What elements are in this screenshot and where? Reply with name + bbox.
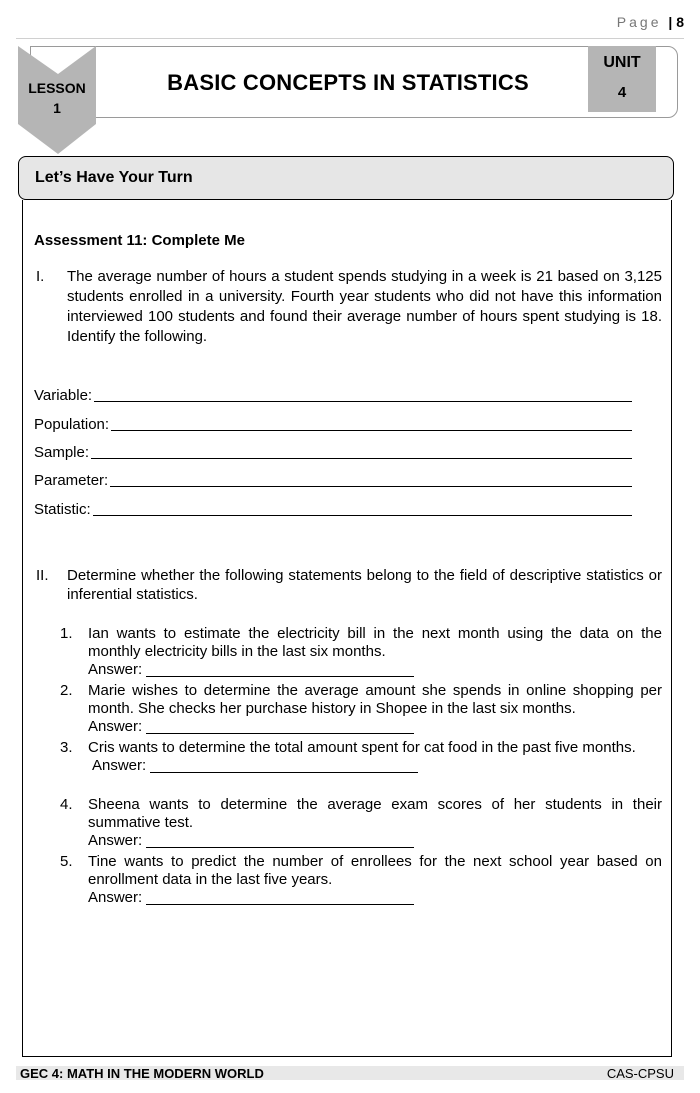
answer-field[interactable]: Answer: (88, 832, 414, 850)
footer-course: GEC 4: MATH IN THE MODERN WORLD (20, 1066, 264, 1081)
header-divider (16, 38, 684, 39)
unit-badge: UNIT 4 (588, 46, 656, 112)
answer-field[interactable]: Answer: (88, 661, 414, 679)
list-item: 4. Sheena wants to determine the average exam scores of her students in their summative test. Answer: (60, 796, 662, 849)
lesson-label: LESSON 1 (28, 80, 86, 116)
list-item: 1. Ian wants to estimate the electricity bill in the next month using the data on the monthly electricity bills in the last six months. Answer: (60, 625, 662, 678)
population-field[interactable]: Population: (34, 413, 632, 433)
list-item: 2. Marie wishes to determine the average amount she spends in online shopping per month. She checks her purchase history in Shopee in the last six months. Answer: (60, 682, 662, 735)
list-item: 5. Tine wants to predict the number of enrollees for the next school year based on enrollment data in the last five years. Answer: (60, 853, 662, 906)
parameter-field[interactable]: Parameter: (34, 469, 632, 489)
page-number: Page | 8 (616, 14, 684, 30)
question-part-1: I. The average number of hours a student spends studying in a week is 21 based on 3,125 students enrolled in a university. Fourth year students who did not have this information interviewed 100 students and found their average number of hours spent studying is 18. Identify the following. (36, 268, 662, 345)
section-header: Let’s Have Your Turn (18, 156, 674, 200)
statistic-field[interactable]: Statistic: (34, 498, 632, 518)
answer-field[interactable]: Answer: (88, 757, 418, 775)
assessment-title: Assessment 11: Complete Me (34, 232, 245, 249)
question-part-2: II. Determine whether the following statements belong to the field of descriptive statistics or inferential statistics. (36, 567, 662, 603)
list-item: 3. Cris wants to determine the total amount spent for cat food in the past five months. Answer: (60, 739, 636, 774)
footer-institution: CAS-CPSU (606, 1066, 674, 1081)
page-title: BASIC CONCEPTS IN STATISTICS (167, 70, 529, 95)
variable-field[interactable]: Variable: (34, 384, 632, 404)
sample-field[interactable]: Sample: (34, 441, 632, 461)
answer-field[interactable]: Answer: (88, 718, 414, 736)
answer-field[interactable]: Answer: (88, 889, 414, 907)
